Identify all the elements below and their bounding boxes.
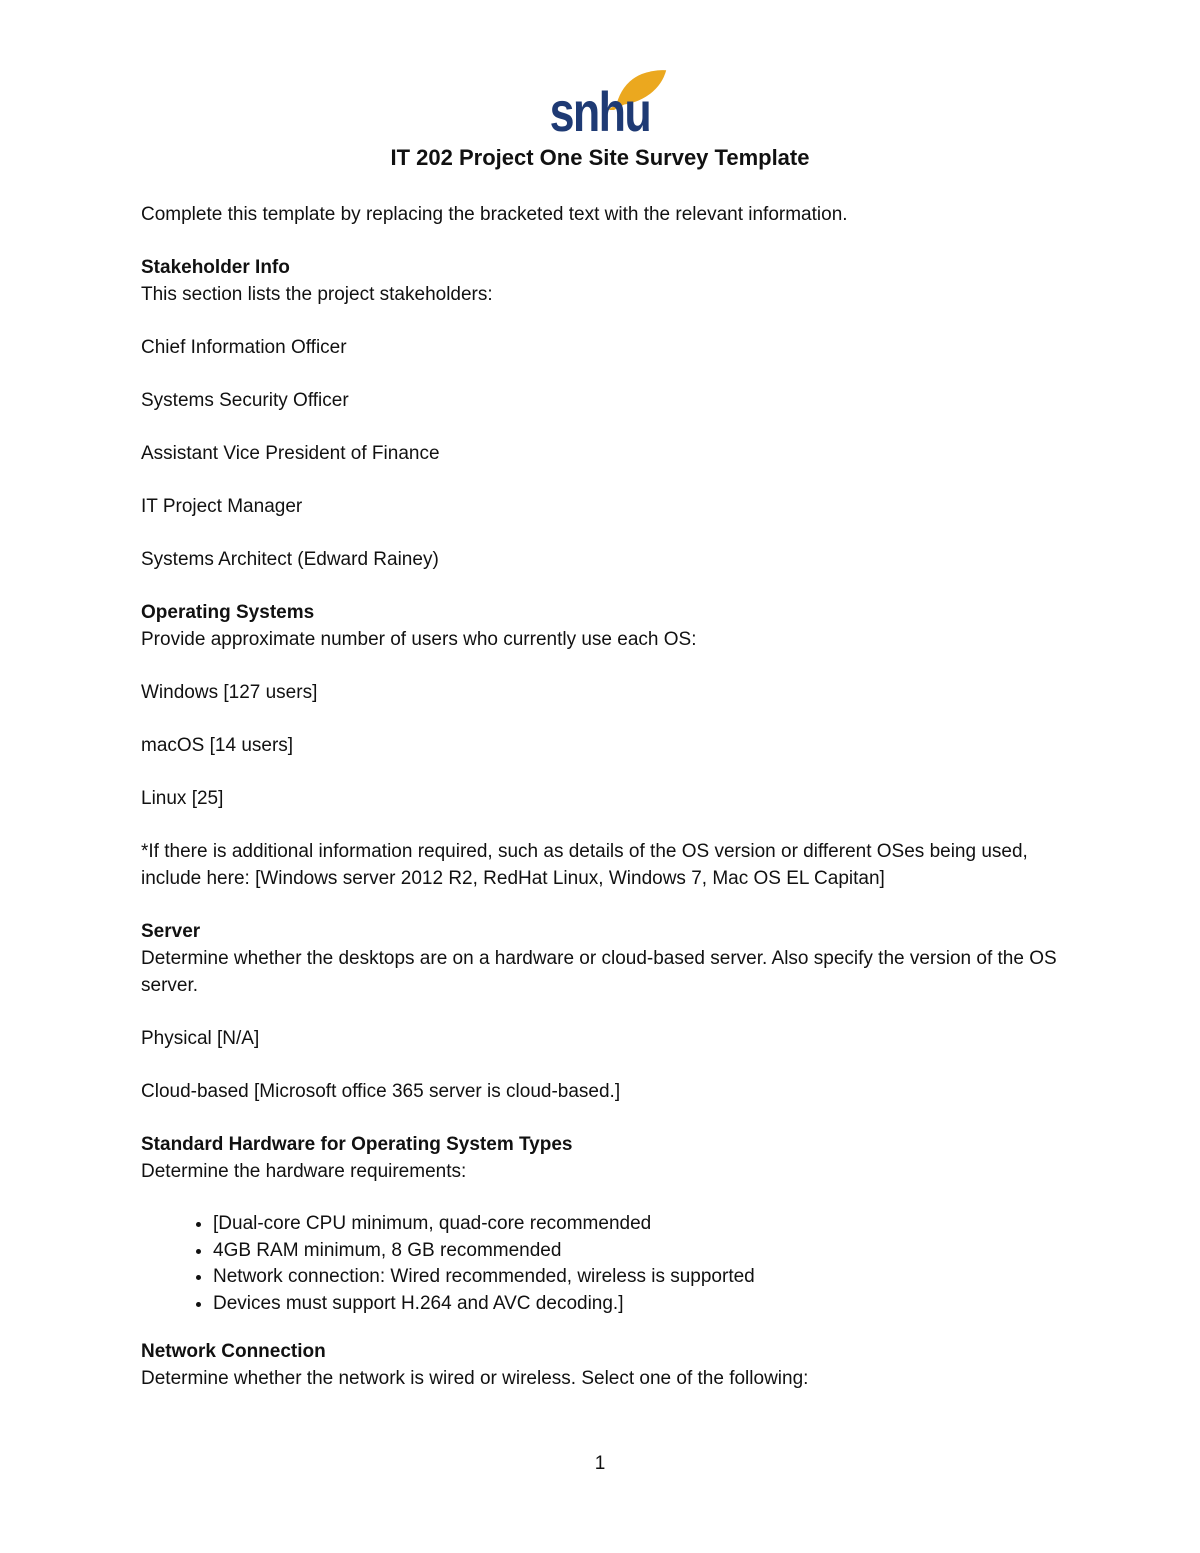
hardware-bullet: • 4GB RAM minimum, 8 GB recommended <box>213 1238 1059 1265</box>
network-description: Determine whether the network is wired or wireless. Select one of the following: <box>141 1368 809 1389</box>
hardware-bullet: • Devices must support H.264 and AVC decoding.] <box>213 1291 1059 1318</box>
server-description: Determine whether the desktops are on a hardware or cloud-based server. Also specify the version of the OS server. <box>141 948 1057 996</box>
document-title: IT 202 Project One Site Survey Template <box>390 145 810 170</box>
page-number: 1 <box>594 1453 606 1474</box>
section-heading-server: Server <box>141 921 201 942</box>
stakeholder-description: This section lists the project stakeholders: <box>141 284 493 305</box>
hardware-bullet: • Network connection: Wired recommended, wireless is supported <box>213 1264 1059 1291</box>
os-item-linux: Linux [25] <box>141 788 224 809</box>
intro-paragraph: Complete this template by replacing the bracketed text with the relevant information. <box>141 204 848 225</box>
server-item-cloud: Cloud-based [Microsoft office 365 server is cloud-based.] <box>141 1081 621 1102</box>
snhu-logo-text: snhu <box>549 80 651 143</box>
operating-systems-note: *If there is additional information required, such as details of the OS version or different OSes being used, include here: [Windows server 2012 R2, RedHat Linux, Windows 7, Mac OS EL Capitan] <box>141 841 1028 889</box>
snhu-logo-lockup <box>537 80 663 143</box>
stakeholder-item: Systems Architect (Edward Rainey) <box>141 549 439 570</box>
standard-hardware-bullet-list <box>141 1211 1059 1317</box>
hardware-bullet: • [Dual-core CPU minimum, quad-core recommended <box>213 1211 1059 1238</box>
os-item-macos: macOS [14 users] <box>141 735 294 756</box>
stakeholder-item: Chief Information Officer <box>141 337 347 358</box>
server-item-physical: Physical [N/A] <box>141 1028 260 1049</box>
document-body <box>141 201 1059 1392</box>
stakeholder-item: Systems Security Officer <box>141 390 349 411</box>
os-item-windows: Windows [127 users] <box>141 682 318 703</box>
operating-systems-description: Provide approximate number of users who currently use each OS: <box>141 629 697 650</box>
section-heading-operating-systems: Operating Systems <box>141 602 315 623</box>
section-heading-stakeholder-info: Stakeholder Info <box>141 257 290 278</box>
stakeholder-item: IT Project Manager <box>141 496 303 517</box>
section-heading-standard-hardware: Standard Hardware for Operating System Types <box>141 1134 573 1155</box>
standard-hardware-description: Determine the hardware requirements: <box>141 1161 467 1182</box>
stakeholder-item: Assistant Vice President of Finance <box>141 443 440 464</box>
section-heading-network-connection: Network Connection <box>141 1341 326 1362</box>
snhu-logo <box>0 62 1200 143</box>
